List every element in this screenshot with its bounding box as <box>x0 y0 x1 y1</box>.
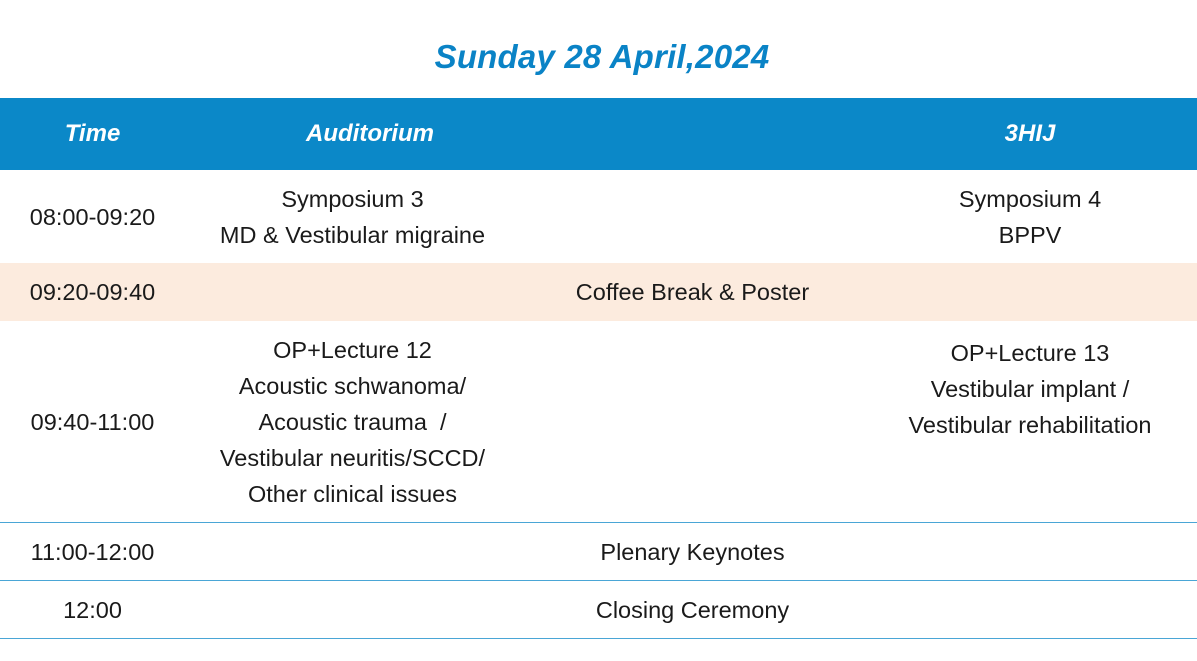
table-row <box>0 523 1197 581</box>
table-row-break <box>0 263 1197 321</box>
room-3hij-cell <box>860 170 1197 263</box>
session-line: Vestibular rehabilitation <box>908 412 1152 438</box>
page-title: Sunday 28 April,2024 <box>434 38 770 75</box>
time-cell: 12:00 <box>63 596 122 623</box>
auditorium-cell <box>185 321 520 522</box>
header-time: Time <box>64 120 121 147</box>
session-line: Vestibular implant / <box>930 376 1130 402</box>
auditorium-cell <box>185 170 520 263</box>
time-cell: 09:40-11:00 <box>30 408 155 435</box>
time-cell: 11:00-12:00 <box>30 538 155 565</box>
header-auditorium: Auditorium <box>306 120 434 147</box>
session-line: OP+Lecture 12 <box>273 336 432 363</box>
table-row <box>0 170 1197 263</box>
spanning-session-cell: Plenary Keynotes <box>600 538 785 565</box>
session-line: Acoustic trauma / <box>258 408 447 435</box>
session-line: Acoustic schwanoma/ <box>238 372 467 399</box>
session-line: Vestibular neuritis/SCCD/ <box>219 444 486 471</box>
session-line: Symposium 3 <box>281 185 424 212</box>
table-header <box>0 98 1197 170</box>
time-cell: 08:00-09:20 <box>29 203 156 230</box>
spanning-session-cell: Coffee Break & Poster <box>575 279 810 305</box>
session-line: OP+Lecture 13 <box>950 340 1110 366</box>
header-3hij: 3HIJ <box>1004 120 1056 147</box>
room-3hij-cell <box>860 321 1197 522</box>
session-line: MD & Vestibular migraine <box>219 221 486 248</box>
schedule-table <box>0 98 1197 639</box>
table-row <box>0 581 1197 639</box>
session-line: Other clinical issues <box>248 480 457 507</box>
spanning-session-cell: Closing Ceremony <box>595 596 790 623</box>
session-line: Symposium 4 <box>958 185 1102 212</box>
table-row <box>0 321 1197 523</box>
session-line: BPPV <box>998 221 1062 248</box>
time-cell: 09:20-09:40 <box>29 279 156 305</box>
